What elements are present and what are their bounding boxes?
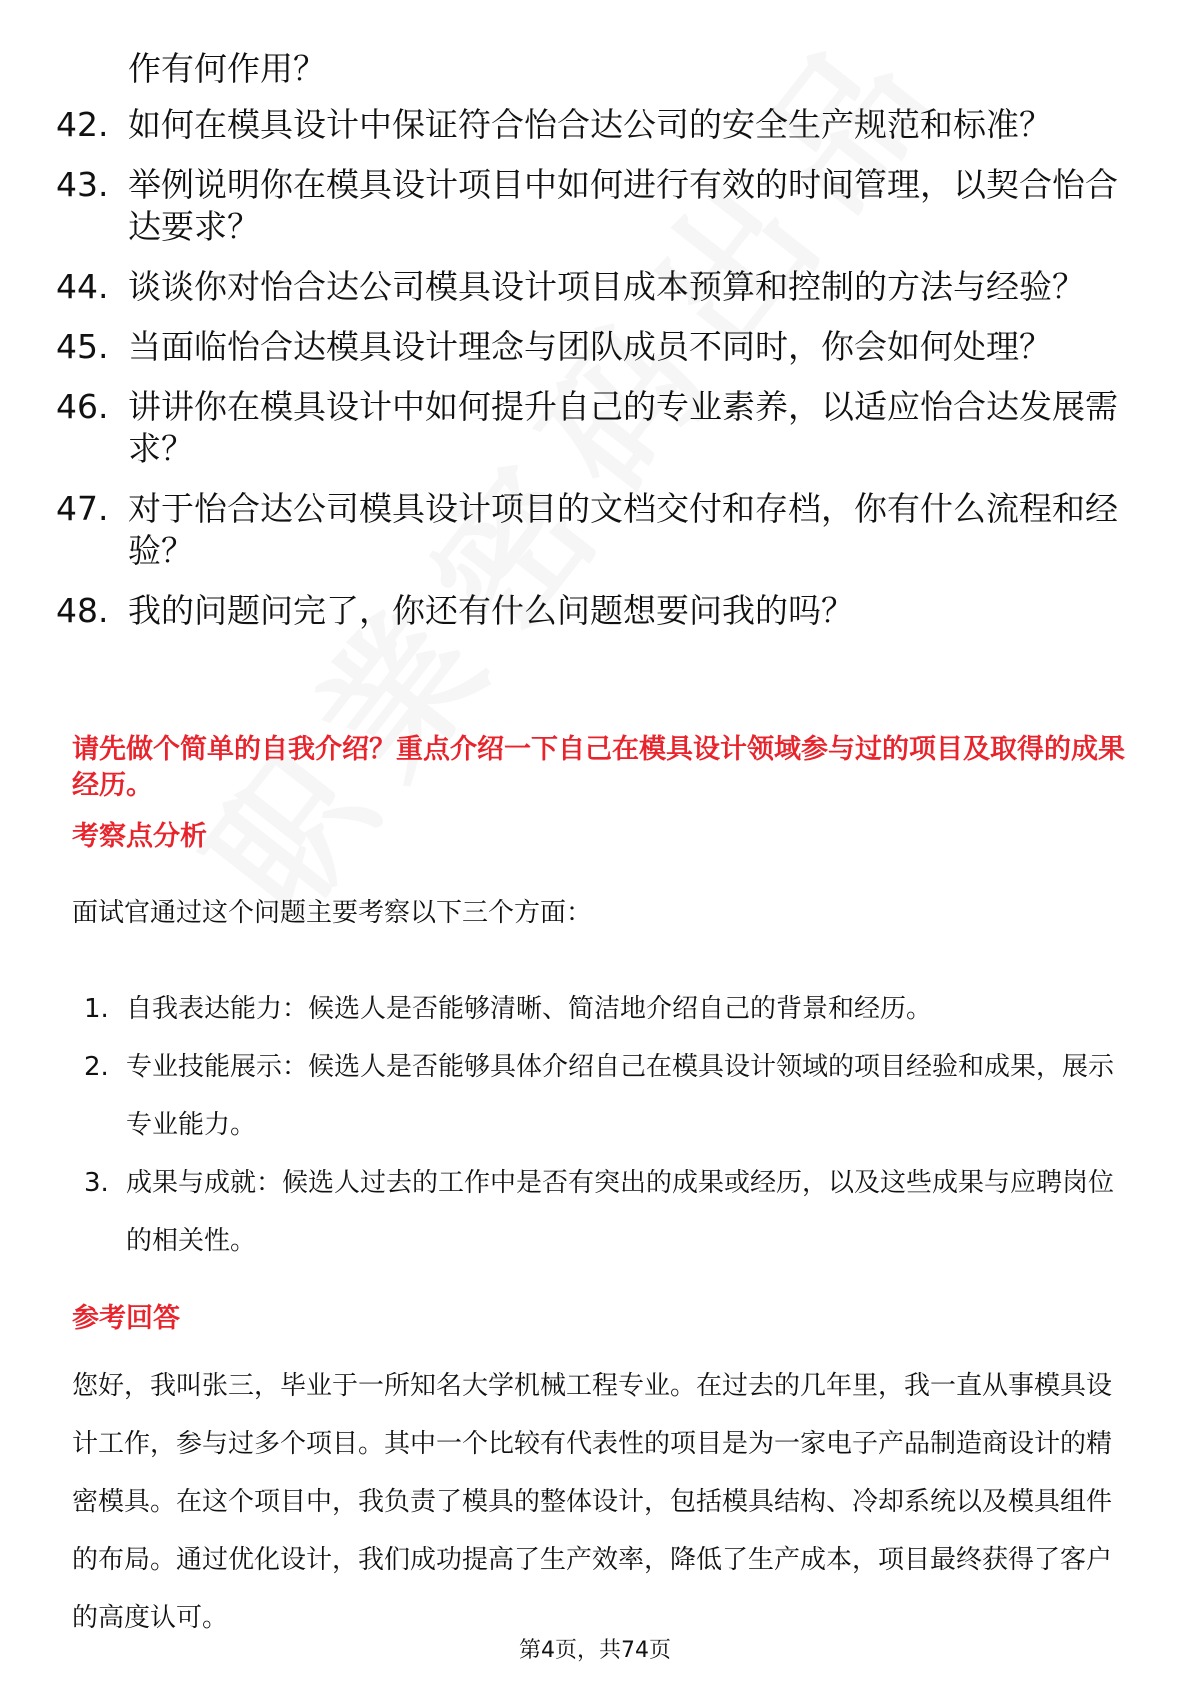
question-item <box>56 104 1136 146</box>
point-number: 1. <box>84 994 109 1024</box>
question-item <box>56 488 1136 572</box>
question-text: 当面临怡合达模具设计理念与团队成员不同时，你会如何处理？ <box>128 327 1052 366</box>
question-number: 47. <box>56 489 109 528</box>
point-text: 自我表达能力：候选人是否能够清晰、简洁地介绍自己的背景和经历。 <box>126 994 933 1024</box>
page-footer: 第4页，共74页 <box>519 1638 671 1663</box>
question-number: 45. <box>56 327 109 366</box>
question-text: 谈谈你对怡合达公司模具设计项目成本预算和控制的方法与经验？ <box>128 267 1085 306</box>
question-number <box>56 48 128 90</box>
question-list <box>56 48 1136 650</box>
question-number: 44. <box>56 267 109 306</box>
question-text: 作有何作用？ <box>128 49 326 88</box>
question-item <box>56 48 1136 90</box>
analysis-points <box>84 980 1134 1270</box>
question-item <box>56 164 1136 248</box>
question-text: 对于怡合达公司模具设计项目的文档交付和存档，你有什么流程和经验？ <box>128 489 1118 570</box>
question-text: 举例说明你在模具设计项目中如何进行有效的时间管理，以契合怡合达要求？ <box>128 165 1118 246</box>
question-text: 讲讲你在模具设计中如何提升自己的专业素养，以适应怡合达发展需求？ <box>128 387 1118 468</box>
question-item <box>56 266 1136 308</box>
question-number: 46. <box>56 387 109 426</box>
analysis-intro: 面试官通过这个问题主要考察以下三个方面： <box>72 898 593 928</box>
reference-title: 参考回答 <box>72 1303 180 1334</box>
point-number: 3. <box>84 1168 109 1198</box>
question-item <box>56 386 1136 470</box>
question-number: 42. <box>56 105 109 144</box>
analysis-title: 考察点分析 <box>72 821 207 852</box>
question-number: 48. <box>56 591 109 630</box>
reference-answer: 您好，我叫张三，毕业于一所知名大学机械工程专业。在过去的几年里，我一直从事模具设计工作，参与过多个项目。其中一个比较有代表性的项目是为一家电子产品制造商设计的精密模具。在这个项目中，我负责了模具的整体设计，包括模具结构、冷却系统以及模具组件的布局。通过优化设计，我们成功提高了生产效率，降低了生产成本，项目最终获得了客户的高度认可。 <box>72 1371 1113 1633</box>
question-item <box>56 590 1136 632</box>
analysis-point <box>84 980 1134 1038</box>
point-number: 2. <box>84 1052 109 1082</box>
highlight-question: 请先做个简单的自我介绍？重点介绍一下自己在模具设计领域参与过的项目及取得的成果经历。 <box>72 734 1125 801</box>
question-item <box>56 326 1136 368</box>
question-text: 我的问题问完了，你还有什么问题想要问我的吗？ <box>128 591 854 630</box>
question-number: 43. <box>56 165 109 204</box>
point-text: 成果与成就：候选人过去的工作中是否有突出的成果或经历，以及这些成果与应聘岗位的相关性。 <box>126 1168 1115 1256</box>
question-text: 如何在模具设计中保证符合怡合达公司的安全生产规范和标准？ <box>128 105 1052 144</box>
analysis-point <box>84 1038 1134 1154</box>
point-text: 专业技能展示：候选人是否能够具体介绍自己在模具设计领域的项目经验和成果，展示专业能力。 <box>126 1052 1115 1140</box>
analysis-point <box>84 1154 1134 1270</box>
